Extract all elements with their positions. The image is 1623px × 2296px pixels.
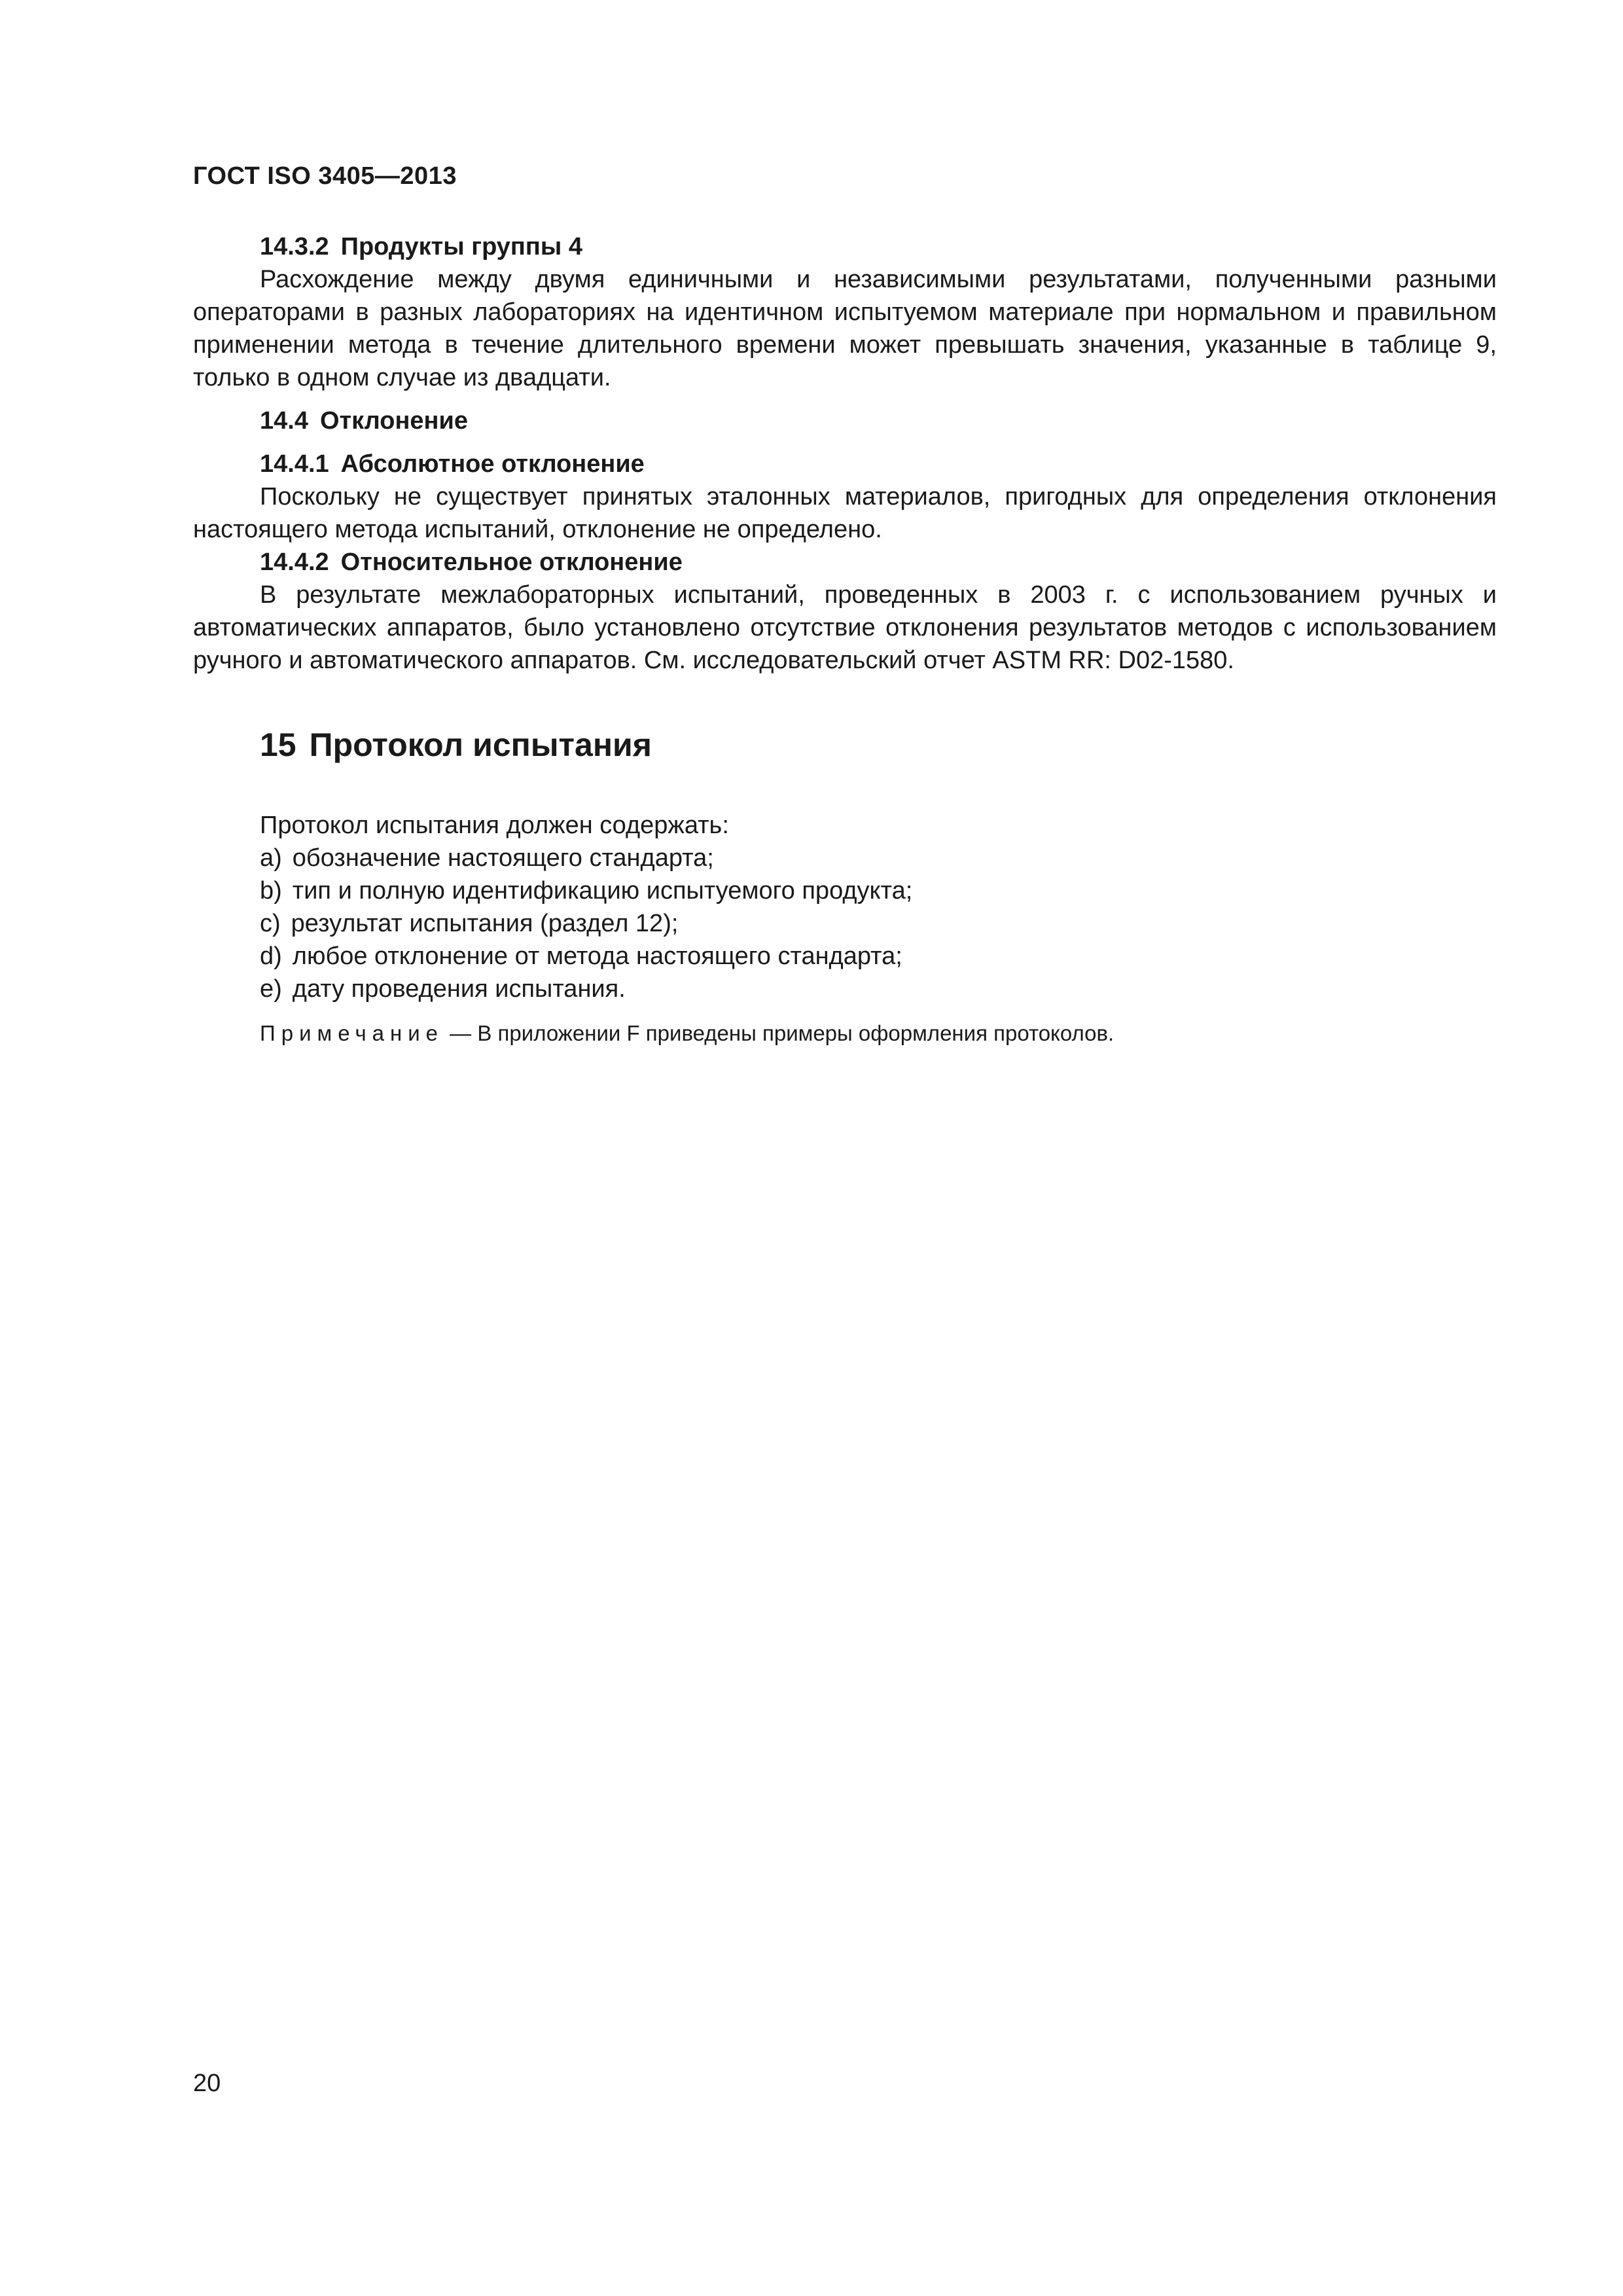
section-heading-14-4-2 <box>193 546 1497 579</box>
list-item <box>260 842 1497 874</box>
list-marker: c) <box>260 910 281 937</box>
list-item-text: любое отклонение от метода настоящего стандарта; <box>292 942 902 970</box>
list-item-text: обозначение настоящего стандарта; <box>292 844 714 872</box>
section-title: Продукты группы 4 <box>340 233 582 260</box>
paragraph-14-3-2: Расхождение между двумя единичными и независимыми результатами, полученными разными операторами в разных лабораториях на идентичном испытуемом материале при нормальном и правильном применении метода в течение длительного времени может превышать значения, указанные в таблице 9, только в одном случае из двадцати. <box>193 266 1497 391</box>
list-item <box>260 940 1497 973</box>
section-heading-14-4 <box>193 404 1497 437</box>
list-item-text: результат испытания (раздел 12); <box>291 910 679 937</box>
standard-header: ГОСТ ISO 3405—2013 <box>193 162 457 190</box>
section-number: 14.3.2 <box>260 233 329 260</box>
list-item-text: тип и полную идентификацию испытуемого продукта; <box>292 877 913 905</box>
list-item <box>260 973 1497 1005</box>
section-title: Абсолютное отклонение <box>340 450 645 478</box>
list-marker: d) <box>260 942 282 970</box>
note <box>193 1018 1497 1049</box>
list-item <box>260 907 1497 940</box>
list-marker: e) <box>260 975 282 1003</box>
section-number: 15 <box>260 726 296 763</box>
page-content <box>193 230 1497 1049</box>
section-number: 14.4 <box>260 407 308 435</box>
section-number: 14.4.1 <box>260 450 329 478</box>
list-item <box>260 874 1497 907</box>
section-heading-14-3-2 <box>193 230 1497 263</box>
section-title: Отклонение <box>319 407 469 435</box>
list-intro: Протокол испытания должен содержать: <box>260 812 729 839</box>
note-text: — В приложении F приведены примеры оформления протоколов. <box>444 1021 1115 1045</box>
section-title: Относительное отклонение <box>340 548 683 576</box>
report-requirements-list <box>193 842 1497 1005</box>
list-marker: a) <box>260 844 282 872</box>
page-number: 20 <box>193 2070 221 2097</box>
paragraph-14-4-1: Поскольку не существует принятых эталонных материалов, пригодных для определения отклонения настоящего метода испытаний, отклонение не определено. <box>193 483 1497 543</box>
note-label: Примечание <box>260 1021 444 1045</box>
section-title: Протокол испытания <box>309 726 652 763</box>
section-number: 14.4.2 <box>260 548 329 576</box>
list-item-text: дату проведения испытания. <box>292 975 626 1003</box>
paragraph-14-4-2: В результате межлабораторных испытаний, проведенных в 2003 г. с использованием ручных и автоматических аппаратов, было установлено отсутствие отклонения результатов методов с использованием ручного и автоматического аппаратов. См. исследовательский отчет ASTM RR: D02-1580. <box>193 581 1497 674</box>
section-heading-15 <box>193 725 1497 764</box>
list-marker: b) <box>260 877 282 905</box>
section-heading-14-4-1 <box>193 448 1497 480</box>
